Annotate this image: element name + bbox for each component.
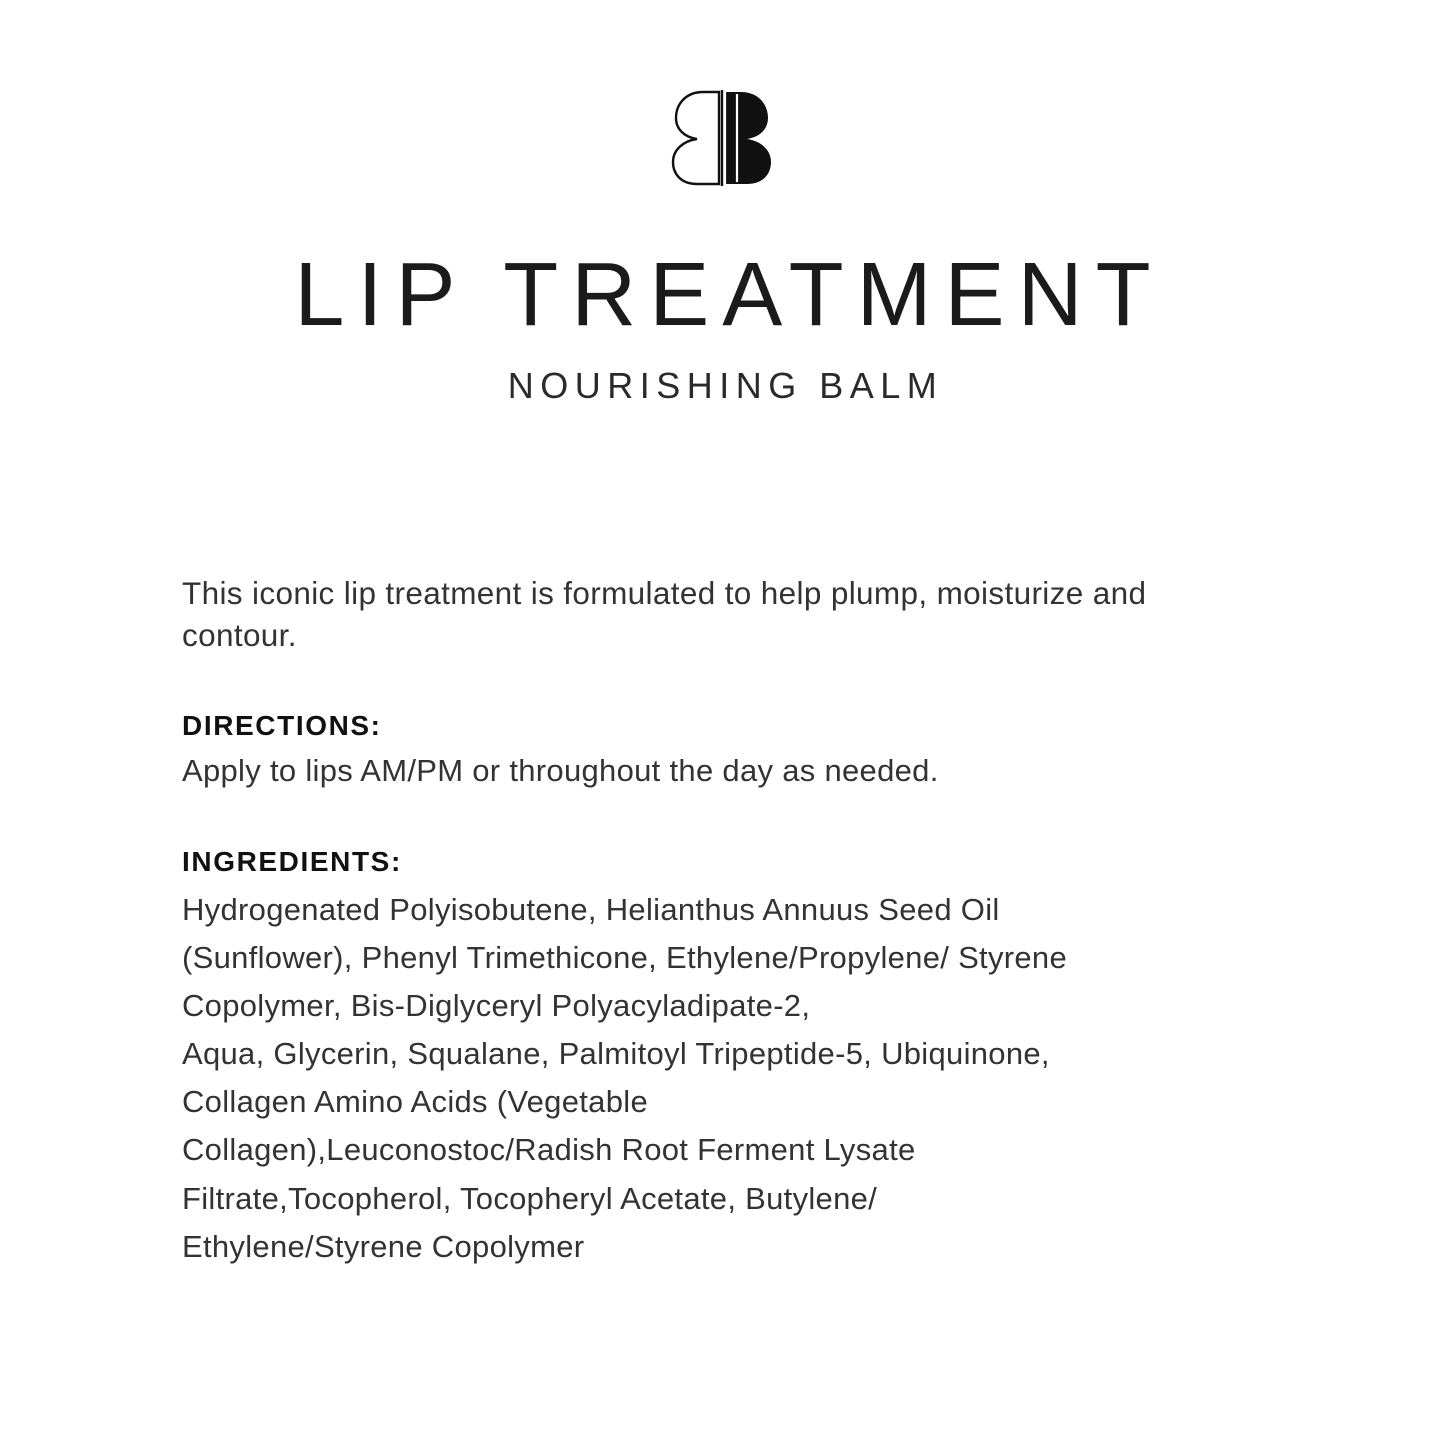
ingredients-line: Filtrate,Tocopherol, Tocopheryl Acetate, Butylene/ (182, 1180, 878, 1216)
directions-heading: DIRECTIONS: (182, 710, 382, 742)
ingredients-line: Aqua, Glycerin, Squalane, Palmitoyl Tripeptide-5, Ubiquinone, (182, 1036, 1050, 1072)
title-block (0, 245, 1445, 407)
ingredients-section (182, 846, 1267, 1270)
ingredients-heading: INGREDIENTS: (182, 846, 402, 878)
ingredients-line: Collagen Amino Acids (Vegetable (182, 1084, 648, 1120)
ingredients-line: Copolymer, Bis-Diglyceryl Polyacyladipate-2, (182, 988, 811, 1024)
ingredients-text (182, 886, 1267, 1270)
ingredients-line: Ethylene/Styrene Copolymer (182, 1228, 585, 1264)
page-title: LIP TREATMENT (294, 245, 1164, 345)
label-content (182, 572, 1267, 1271)
page-subtitle: NOURISHING BALM (507, 365, 944, 407)
ingredients-line: Hydrogenated Polyisobutene, Helianthus Annuus Seed Oil (182, 892, 1000, 928)
bb-monogram-logo-icon (667, 88, 779, 188)
directions-text: Apply to lips AM/PM or throughout the day as needed. (182, 753, 939, 789)
intro-paragraph: This iconic lip treatment is formulated to help plump, moisturize and contour. (182, 575, 1147, 654)
directions-section (182, 710, 1267, 792)
brand-logo (0, 88, 1445, 188)
ingredients-line: (Sunflower), Phenyl Trimethicone, Ethylene/Propylene/ Styrene (182, 940, 1068, 976)
ingredients-line: Collagen),Leuconostoc/Radish Root Ferment Lysate (182, 1132, 916, 1168)
